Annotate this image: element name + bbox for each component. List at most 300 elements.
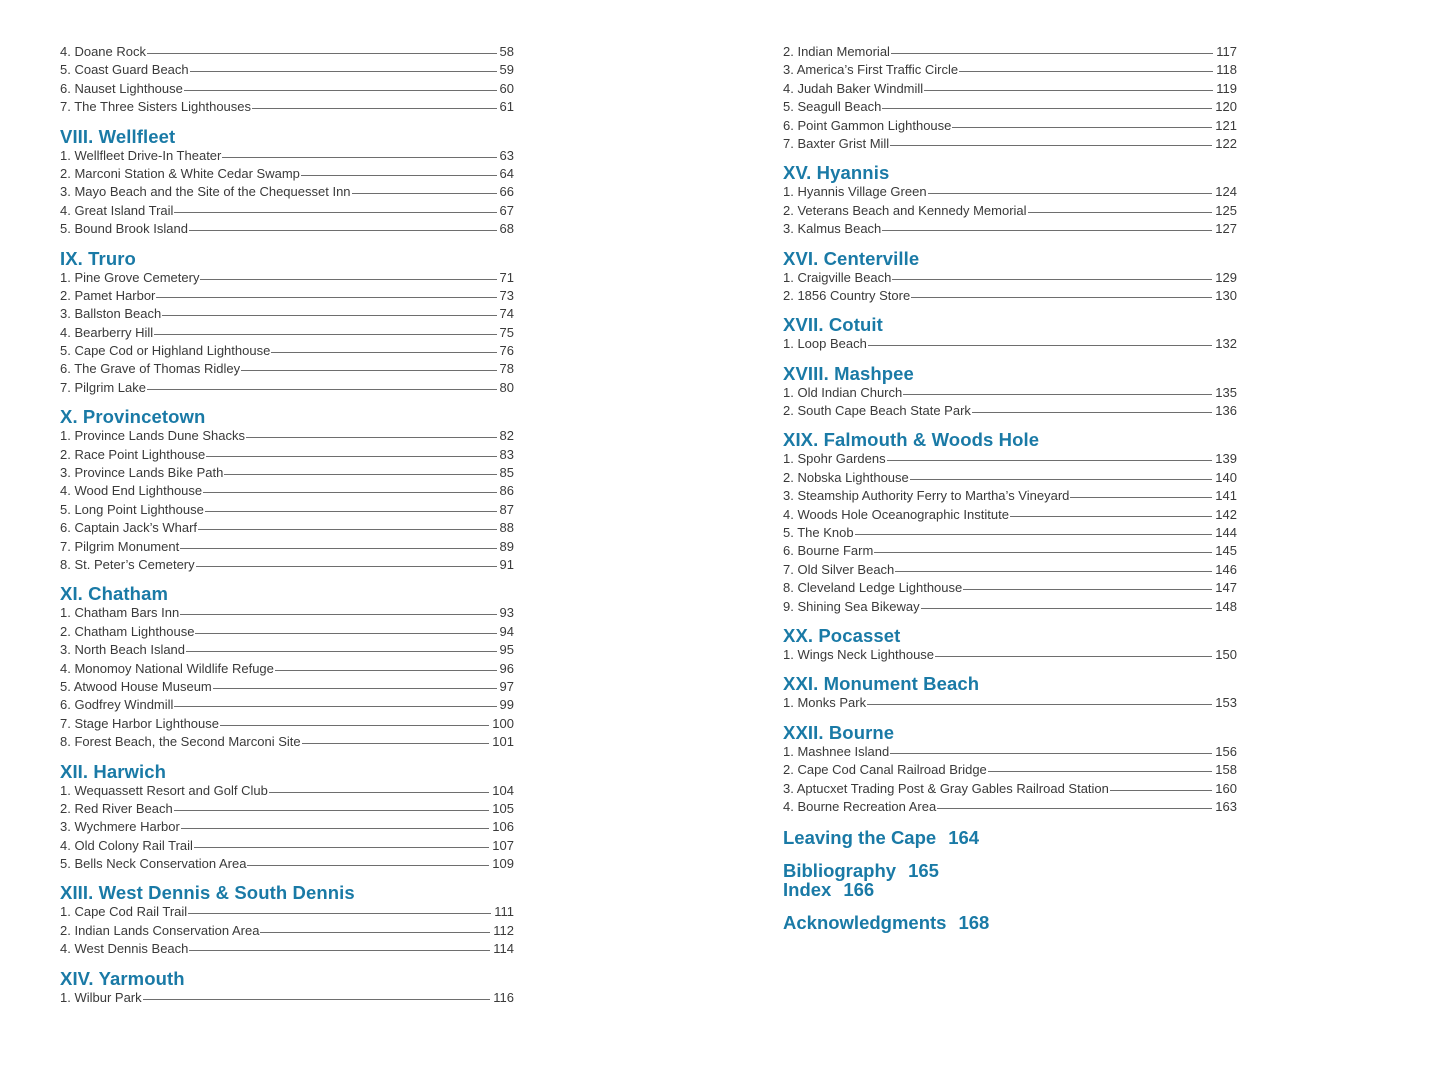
entry-page-number: 140	[1215, 469, 1237, 485]
entry-page-number: 71	[499, 269, 514, 285]
entry-title: 3. Aptucxet Trading Post & Gray Gables Railroad Station	[783, 780, 1109, 796]
toc-section	[783, 626, 1237, 664]
leader-line	[269, 792, 489, 793]
toc-entry[interactable]	[60, 837, 514, 855]
entry-title: 6. Point Gammon Lighthouse	[783, 117, 952, 133]
entry-page-number: 104	[492, 782, 514, 798]
toc-entry[interactable]	[60, 379, 514, 397]
entry-page-number: 118	[1216, 62, 1237, 78]
entry-title: 2. Nobska Lighthouse	[783, 469, 909, 485]
toc-entry[interactable]	[60, 464, 514, 482]
leader-line	[154, 334, 496, 335]
entry-page-number: 105	[492, 800, 514, 816]
leader-line	[189, 950, 490, 951]
leader-line	[855, 534, 1213, 535]
entry-title: 1. Cape Cod Rail Trail	[60, 904, 188, 920]
toc-entry[interactable]	[783, 384, 1237, 402]
leader-line	[205, 511, 497, 512]
toc-section	[783, 315, 1237, 353]
leader-line	[935, 656, 1212, 657]
leader-line	[206, 456, 496, 457]
toc-entry[interactable]	[783, 202, 1237, 220]
leader-line	[275, 670, 497, 671]
leader-line	[921, 608, 1213, 609]
entry-title: 1. Old Indian Church	[783, 384, 903, 400]
leader-line	[162, 315, 496, 316]
toc-entry[interactable]	[60, 940, 514, 958]
leader-line	[220, 725, 489, 726]
entry-title: 2. Marconi Station & White Cedar Swamp	[60, 165, 300, 181]
toc-section	[60, 883, 514, 958]
leader-line	[352, 193, 497, 194]
toc-entry[interactable]	[60, 641, 514, 659]
toc-entry[interactable]	[783, 402, 1237, 420]
entry-page-number: 83	[499, 446, 514, 462]
back-matter-title: Index	[783, 879, 832, 901]
toc-entry[interactable]	[60, 324, 514, 342]
toc-section	[60, 43, 514, 117]
section-heading: XVII. Cotuit	[783, 314, 883, 336]
entry-title: 1. Wings Neck Lighthouse	[783, 646, 935, 662]
toc-section	[60, 584, 514, 751]
entry-page-number: 95	[499, 642, 514, 658]
leader-line	[271, 352, 496, 353]
toc-entry[interactable]	[783, 183, 1237, 201]
toc-entry[interactable]	[783, 506, 1237, 524]
back-matter-title: Acknowledgments	[783, 912, 947, 934]
entry-title: 4. Great Island Trail	[60, 202, 174, 218]
leader-line	[222, 157, 496, 158]
leader-line	[190, 71, 497, 72]
entry-title: 2. Indian Memorial	[783, 44, 890, 59]
entry-page-number: 106	[492, 819, 514, 835]
entry-title: 6. Captain Jack’s Wharf	[60, 520, 198, 536]
entry-title: 1. Mashnee Island	[783, 743, 890, 759]
leader-line	[174, 810, 490, 811]
toc-entry[interactable]	[783, 80, 1237, 98]
toc-entry[interactable]	[60, 903, 514, 921]
entry-title: 2. Race Point Lighthouse	[60, 446, 206, 462]
toc-entry[interactable]	[783, 598, 1237, 616]
entry-page-number: 88	[499, 520, 514, 536]
toc-entry[interactable]	[783, 524, 1237, 542]
entry-page-number: 124	[1215, 184, 1237, 200]
section-heading: XX. Pocasset	[783, 624, 901, 646]
toc-entry[interactable]	[60, 696, 514, 714]
entry-page-number: 121	[1215, 117, 1237, 133]
leader-line	[213, 688, 497, 689]
entry-title: 5. Bells Neck Conservation Area	[60, 856, 247, 872]
entry-title: 2. Chatham Lighthouse	[60, 623, 195, 639]
entry-page-number: 129	[1215, 269, 1237, 285]
leader-line	[937, 808, 1212, 809]
leader-line	[963, 589, 1212, 590]
toc-entry[interactable]	[783, 98, 1237, 116]
entry-page-number: 59	[499, 62, 514, 78]
toc-entry[interactable]	[783, 450, 1237, 468]
toc-entry[interactable]	[60, 446, 514, 464]
toc-entry[interactable]	[783, 287, 1237, 305]
leader-line	[1110, 790, 1212, 791]
entry-title: 1. Craigville Beach	[783, 269, 892, 285]
back-matter-group	[783, 828, 1237, 847]
leader-line	[1028, 212, 1213, 213]
leader-line	[911, 297, 1212, 298]
toc-entry[interactable]	[60, 287, 514, 305]
toc-entry[interactable]	[783, 743, 1237, 761]
entry-page-number: 156	[1215, 743, 1237, 759]
entry-page-number: 99	[499, 697, 514, 713]
toc-entry[interactable]	[60, 220, 514, 238]
entry-title: 3. Wychmere Harbor	[60, 819, 180, 835]
toc-section	[783, 430, 1237, 616]
entry-page-number: 78	[499, 361, 514, 377]
toc-entry[interactable]	[60, 818, 514, 836]
entry-title: 6. Godfrey Windmill	[60, 697, 174, 713]
leader-line	[895, 571, 1212, 572]
entry-page-number: 58	[499, 44, 514, 59]
toc-entry[interactable]	[783, 43, 1237, 61]
entry-title: 4. Judah Baker Windmill	[783, 80, 924, 96]
entry-title: 7. Stage Harbor Lighthouse	[60, 715, 219, 731]
entry-title: 7. The Three Sisters Lighthouses	[60, 99, 252, 115]
entry-title: 2. Veterans Beach and Kennedy Memorial	[783, 202, 1027, 218]
entry-title: 1. Pine Grove Cemetery	[60, 269, 200, 285]
entry-page-number: 142	[1215, 506, 1237, 522]
toc-entry[interactable]	[60, 660, 514, 678]
toc-entry[interactable]	[783, 469, 1237, 487]
toc-entry[interactable]	[60, 202, 514, 220]
section-heading: XXII. Bourne	[783, 721, 895, 743]
entry-title: 4. West Dennis Beach	[60, 941, 189, 957]
leader-line	[184, 90, 497, 91]
leader-line	[1010, 516, 1212, 517]
back-matter-page-number: 166	[843, 879, 875, 901]
entry-page-number: 107	[492, 837, 514, 853]
entry-page-number: 127	[1215, 221, 1237, 237]
leader-line	[174, 706, 496, 707]
back-matter-title: Bibliography	[783, 860, 897, 882]
entry-title: 2. Pamet Harbor	[60, 287, 156, 303]
leader-line	[186, 651, 497, 652]
toc-entry[interactable]	[60, 43, 514, 61]
entry-title: 3. America’s First Traffic Circle	[783, 62, 959, 78]
toc-section	[783, 723, 1237, 817]
entry-page-number: 136	[1215, 403, 1237, 419]
leader-line	[924, 90, 1213, 91]
leader-line	[928, 193, 1213, 194]
leader-line	[194, 847, 489, 848]
toc-section	[783, 43, 1237, 153]
leader-line	[180, 548, 496, 549]
toc-entry[interactable]	[783, 694, 1237, 712]
toc-entry[interactable]	[60, 98, 514, 116]
toc-entry[interactable]	[60, 80, 514, 98]
entry-page-number: 64	[499, 165, 514, 181]
entry-page-number: 87	[499, 501, 514, 517]
entry-title: 2. Cape Cod Canal Railroad Bridge	[783, 762, 987, 778]
leader-line	[252, 108, 497, 109]
toc-entry[interactable]	[60, 427, 514, 445]
leader-line	[181, 828, 489, 829]
toc-entry[interactable]	[60, 733, 514, 751]
entry-title: 3. Mayo Beach and the Site of the Chequesset Inn	[60, 184, 351, 200]
toc-entry[interactable]	[60, 538, 514, 556]
entry-title: 5. Long Point Lighthouse	[60, 501, 204, 517]
toc-entry[interactable]	[60, 782, 514, 800]
toc-entry[interactable]	[783, 117, 1237, 135]
section-heading: XIV. Yarmouth	[60, 967, 185, 989]
entry-page-number: 146	[1215, 561, 1237, 577]
leader-line	[196, 566, 497, 567]
leader-line	[882, 230, 1212, 231]
toc-entry[interactable]	[60, 623, 514, 641]
toc-entry[interactable]	[60, 800, 514, 818]
toc-entry[interactable]	[783, 798, 1237, 816]
entry-page-number: 97	[499, 678, 514, 694]
entry-title: 4. Bourne Recreation Area	[783, 798, 937, 814]
entry-page-number: 82	[499, 428, 514, 444]
toc-entry[interactable]	[60, 269, 514, 287]
back-matter-title: Leaving the Cape	[783, 827, 937, 849]
entry-page-number: 76	[499, 343, 514, 359]
toc-entry[interactable]	[60, 482, 514, 500]
entry-title: 7. Pilgrim Monument	[60, 538, 180, 554]
entry-title: 6. The Grave of Thomas Ridley	[60, 361, 241, 377]
toc-entry[interactable]	[783, 61, 1237, 79]
toc-entry[interactable]	[60, 715, 514, 733]
entry-title: 7. Pilgrim Lake	[60, 379, 146, 395]
entry-title: 5. Cape Cod or Highland Lighthouse	[60, 343, 271, 359]
entry-title: 1. Wilbur Park	[60, 989, 142, 1005]
toc-entry[interactable]	[783, 579, 1237, 597]
section-heading: X. Provincetown	[60, 406, 206, 428]
leader-line	[892, 279, 1212, 280]
entry-page-number: 60	[499, 80, 514, 96]
toc-section	[60, 407, 514, 574]
toc-entry[interactable]	[783, 335, 1237, 353]
entry-title: 2. Red River Beach	[60, 800, 173, 816]
leader-line	[301, 175, 497, 176]
toc-entry[interactable]	[60, 678, 514, 696]
leader-line	[959, 71, 1213, 72]
entry-page-number: 91	[499, 556, 514, 572]
leader-line	[147, 53, 497, 54]
entry-page-number: 63	[499, 147, 514, 163]
leader-line	[882, 108, 1212, 109]
entry-title: 1. Monks Park	[783, 695, 867, 711]
leader-line	[203, 492, 496, 493]
leader-line	[890, 145, 1212, 146]
leader-line	[887, 460, 1213, 461]
toc-entry[interactable]	[783, 780, 1237, 798]
toc-entry[interactable]	[60, 604, 514, 622]
entry-title: 7. Old Silver Beach	[783, 561, 895, 577]
entry-page-number: 158	[1215, 762, 1237, 778]
leader-line	[188, 913, 491, 914]
entry-page-number: 141	[1215, 488, 1237, 504]
entry-page-number: 139	[1215, 451, 1237, 467]
toc-entry[interactable]	[783, 561, 1237, 579]
toc-entry[interactable]	[60, 989, 514, 1007]
entry-page-number: 86	[499, 483, 514, 499]
leader-line	[868, 345, 1212, 346]
entry-page-number: 68	[499, 221, 514, 237]
leader-line	[156, 297, 496, 298]
toc-entry[interactable]	[60, 855, 514, 873]
leader-line	[874, 552, 1212, 553]
entry-title: 6. Bourne Farm	[783, 543, 874, 559]
entry-title: 9. Shining Sea Bikeway	[783, 598, 920, 614]
entry-page-number: 135	[1215, 384, 1237, 400]
entry-page-number: 125	[1215, 202, 1237, 218]
entry-page-number: 109	[492, 856, 514, 872]
entry-page-number: 101	[492, 734, 514, 750]
entry-title: 1. Wequassett Resort and Golf Club	[60, 782, 268, 798]
entry-page-number: 89	[499, 538, 514, 554]
entry-page-number: 132	[1215, 336, 1237, 352]
entry-page-number: 80	[499, 379, 514, 395]
entry-title: 3. Ballston Beach	[60, 306, 162, 322]
entry-page-number: 111	[494, 904, 514, 920]
toc-section	[783, 674, 1237, 712]
leader-line	[147, 389, 497, 390]
toc-entry[interactable]	[60, 342, 514, 360]
toc-section	[60, 127, 514, 239]
entry-title: 1. Spohr Gardens	[783, 451, 886, 467]
entry-page-number: 153	[1215, 695, 1237, 711]
entry-title: 1. Hyannis Village Green	[783, 184, 927, 200]
leader-line	[180, 614, 496, 615]
back-matter-entry[interactable]	[783, 828, 1237, 847]
section-heading: XI. Chatham	[60, 583, 169, 605]
leader-line	[174, 212, 496, 213]
section-heading: IX. Truro	[60, 247, 136, 269]
section-heading: XII. Harwich	[60, 760, 167, 782]
toc-entry[interactable]	[783, 761, 1237, 779]
section-heading: XXI. Monument Beach	[783, 673, 980, 695]
toc-entry[interactable]	[783, 269, 1237, 287]
toc-right-column	[783, 43, 1237, 932]
entry-page-number: 61	[499, 99, 514, 115]
leader-line	[143, 999, 491, 1000]
entry-page-number: 73	[499, 287, 514, 303]
entry-page-number: 119	[1216, 80, 1237, 96]
toc-section	[60, 249, 514, 398]
leader-line	[1070, 497, 1212, 498]
leader-line	[241, 370, 496, 371]
leader-line	[247, 865, 489, 866]
entry-title: 2. 1856 Country Store	[783, 287, 911, 303]
leader-line	[195, 633, 496, 634]
toc-entry[interactable]	[60, 922, 514, 940]
section-heading: XIII. West Dennis & South Dennis	[60, 882, 355, 904]
leader-line	[198, 529, 496, 530]
entry-title: 3. Province Lands Bike Path	[60, 465, 224, 481]
toc-entry[interactable]	[60, 61, 514, 79]
entry-title: 3. Steamship Authority Ferry to Martha’s Vineyard	[783, 488, 1070, 504]
entry-title: 2. Indian Lands Conservation Area	[60, 922, 260, 938]
leader-line	[200, 279, 496, 280]
entry-page-number: 114	[493, 941, 514, 957]
entry-title: 5. Bound Brook Island	[60, 221, 188, 237]
entry-title: 5. Atwood House Museum	[60, 678, 212, 694]
entry-title: 4. Woods Hole Oceanographic Institute	[783, 506, 1009, 522]
entry-page-number: 85	[499, 465, 514, 481]
entry-title: 5. The Knob	[783, 525, 854, 541]
entry-page-number: 93	[499, 605, 514, 621]
toc-section	[783, 364, 1237, 421]
toc-section	[783, 249, 1237, 306]
toc-section	[60, 762, 514, 874]
toc-entry[interactable]	[60, 305, 514, 323]
leader-line	[910, 479, 1213, 480]
entry-title: 5. Coast Guard Beach	[60, 62, 189, 78]
leader-line	[952, 127, 1212, 128]
leader-line	[972, 412, 1212, 413]
entry-title: 8. St. Peter’s Cemetery	[60, 556, 195, 572]
back-matter-group	[783, 861, 1237, 899]
back-matter-entry[interactable]	[783, 861, 1237, 880]
section-heading: VIII. Wellfleet	[60, 125, 176, 147]
entry-page-number: 116	[493, 989, 514, 1005]
toc-entry[interactable]	[783, 135, 1237, 153]
leader-line	[891, 53, 1213, 54]
back-matter-entry[interactable]	[783, 880, 1237, 899]
entry-title: 3. North Beach Island	[60, 642, 186, 658]
toc-entry[interactable]	[783, 220, 1237, 238]
back-matter-entry[interactable]	[783, 913, 1237, 932]
leader-line	[302, 743, 490, 744]
entry-page-number: 74	[499, 306, 514, 322]
back-matter-page-number: 164	[948, 827, 980, 849]
back-matter-group	[783, 913, 1237, 932]
toc-left-column	[60, 43, 514, 1007]
entry-title: 8. Forest Beach, the Second Marconi Site	[60, 734, 301, 750]
toc-entry[interactable]	[60, 519, 514, 537]
toc-section	[783, 163, 1237, 238]
section-heading: XVIII. Mashpee	[783, 362, 914, 384]
toc-entry[interactable]	[783, 542, 1237, 560]
toc-entry[interactable]	[60, 556, 514, 574]
entry-page-number: 67	[499, 202, 514, 218]
toc-entry[interactable]	[783, 487, 1237, 505]
toc-entry[interactable]	[60, 183, 514, 201]
entry-page-number: 120	[1215, 99, 1237, 115]
entry-page-number: 112	[493, 922, 514, 938]
entry-page-number: 144	[1215, 525, 1237, 541]
entry-title: 4. Bearberry Hill	[60, 324, 154, 340]
toc-entry[interactable]	[60, 165, 514, 183]
entry-title: 5. Seagull Beach	[783, 99, 882, 115]
toc-entry[interactable]	[60, 147, 514, 165]
entry-title: 8. Cleveland Ledge Lighthouse	[783, 580, 963, 596]
entry-page-number: 122	[1215, 135, 1237, 151]
toc-entry[interactable]	[60, 501, 514, 519]
section-heading: XIX. Falmouth & Woods Hole	[783, 429, 1040, 451]
back-matter-page-number: 165	[908, 860, 939, 882]
entry-page-number: 163	[1215, 798, 1237, 814]
entry-page-number: 100	[492, 715, 514, 731]
entry-page-number: 147	[1215, 580, 1237, 596]
entry-page-number: 150	[1215, 646, 1237, 662]
section-heading: XVI. Centerville	[783, 247, 920, 269]
entry-page-number: 75	[499, 324, 514, 340]
toc-entry[interactable]	[60, 360, 514, 378]
toc-entry[interactable]	[783, 646, 1237, 664]
leader-line	[246, 437, 497, 438]
entry-title: 4. Doane Rock	[60, 44, 146, 59]
